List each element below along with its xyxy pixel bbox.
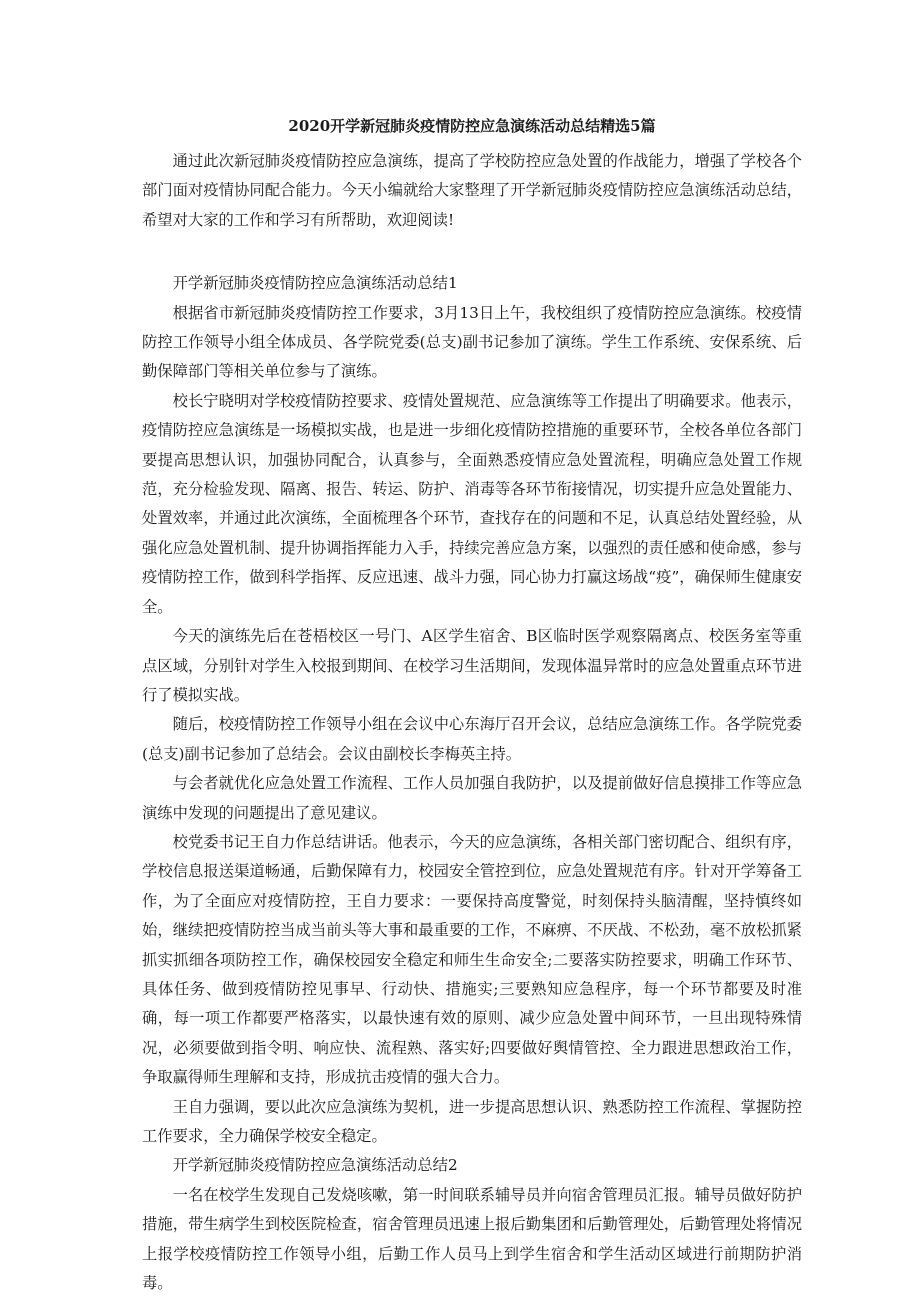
document-page <box>142 116 802 1298</box>
section-2-heading: 开学新冠肺炎疫情防控应急演练活动总结2 <box>172 1156 458 1175</box>
section-1-paragraph: 校党委书记王自力作总结讲话。他表示，今天的应急演练，各相关部门密切配合、组织有序，学校信息报送渠道畅通，后勤保障有力，校园安全管控到位，应急处置规范有序。针对开学筹备工作，为了全面应对疫情防控，王自力要求：一要保持高度警觉，时刻保持头脑清醒，坚持慎终如始，继续把疫情防控当成当前头等大事和最重要的工作，不麻痹、不厌战、不松劲，毫不放松抓紧抓实抓细各项防控工作，确保校园安全稳定和师生生命安全;二要落实防控要求，明确工作环节、具体任务、做到疫情防控见事早、行动快、措施实;三要熟知应急程序，每一个环节都要及时准确，每一项工作都要严格落实，以最快速有效的原则、减少应急处置中间环节，一旦出现特殊情况，必须要做到指令明、响应快、流程熟、落实好;四要做好舆情管控、全力跟进思想政治工作，争取赢得师生理解和支持，形成抗击疫情的强大合力。 <box>142 832 802 1087</box>
section-1-heading: 开学新冠肺炎疫情防控应急演练活动总结1 <box>172 274 458 293</box>
section-2-paragraph: 一名在校学生发现自己发烧咳嗽，第一时间联系辅导员并向宿舍管理员汇报。辅导员做好防护措施，带生病学生到校医院检查，宿舍管理员迅速上报后勤集团和后勤管理处，后勤管理处将情况上报学校疫情防控工作领导小组，后勤工作人员马上到学生宿舍和学生活动区域进行前期防护消毒。 <box>142 1185 802 1293</box>
section-1-paragraph: 随后，校疫情防控工作领导小组在会议中心东海厅召开会议，总结应急演练工作。各学院党委(总支)副书记参加了总结会。会议由副校长李梅英主持。 <box>142 715 802 763</box>
document-title: 2020开学新冠肺炎疫情防控应急演练活动总结精选5篇 <box>288 117 656 135</box>
section-1-paragraph: 根据省市新冠肺炎疫情防控工作要求，3月13日上午，我校组织了疫情防控应急演练。校疫情防控工作领导小组全体成员、各学院党委(总支)副书记参加了演练。学生工作系统、安保系统、后勤保障部门等相关单位参与了演练。 <box>142 303 802 381</box>
section-1-paragraph: 王自力强调，要以此次应急演练为契机，进一步提高思想认识、熟悉防控工作流程、掌握防控工作要求，全力确保学校安全稳定。 <box>142 1097 802 1145</box>
section-1-paragraph: 与会者就优化应急处置工作流程、工作人员加强自我防护，以及提前做好信息摸排工作等应急演练中发现的问题提出了意见建议。 <box>142 774 802 822</box>
intro-paragraph: 通过此次新冠肺炎疫情防控应急演练，提高了学校防控应急处置的作战能力，增强了学校各个部门面对疫情协同配合能力。今天小编就给大家整理了开学新冠肺炎疫情防控应急演练活动总结，希望对大家的工作和学习有所帮助，欢迎阅读! <box>142 152 802 229</box>
section-1-paragraph: 校长宁晓明对学校疫情防控要求、疫情处置规范、应急演练等工作提出了明确要求。他表示，疫情防控应急演练是一场模拟实战，也是进一步细化疫情防控措施的重要环节，全校各单位各部门要提高思想认识，加强协同配合，认真参与，全面熟悉疫情应急处置流程，明确应急处置工作规范，充分检验发现、隔离、报告、转运、防护、消毒等各环节衔接情况，切实提升应急处置能力、处置效率，并通过此次演练，全面梳理各个环节，查找存在的问题和不足，认真总结处置经验，从强化应急处置机制、提升协调指挥能力入手，持续完善应急方案，以强烈的责任感和使命感，参与疫情防控工作，做到科学指挥、反应迅速、战斗力强，同心协力打赢这场战“疫”，确保师生健康安全。 <box>142 391 802 616</box>
section-1-paragraph: 今天的演练先后在苍梧校区一号门、A区学生宿舍、B区临时医学观察隔离点、校医务室等重点区域，分别针对学生入校报到期间、在校学习生活期间，发现体温异常时的应急处置重点环节进行了模拟实战。 <box>142 627 802 704</box>
